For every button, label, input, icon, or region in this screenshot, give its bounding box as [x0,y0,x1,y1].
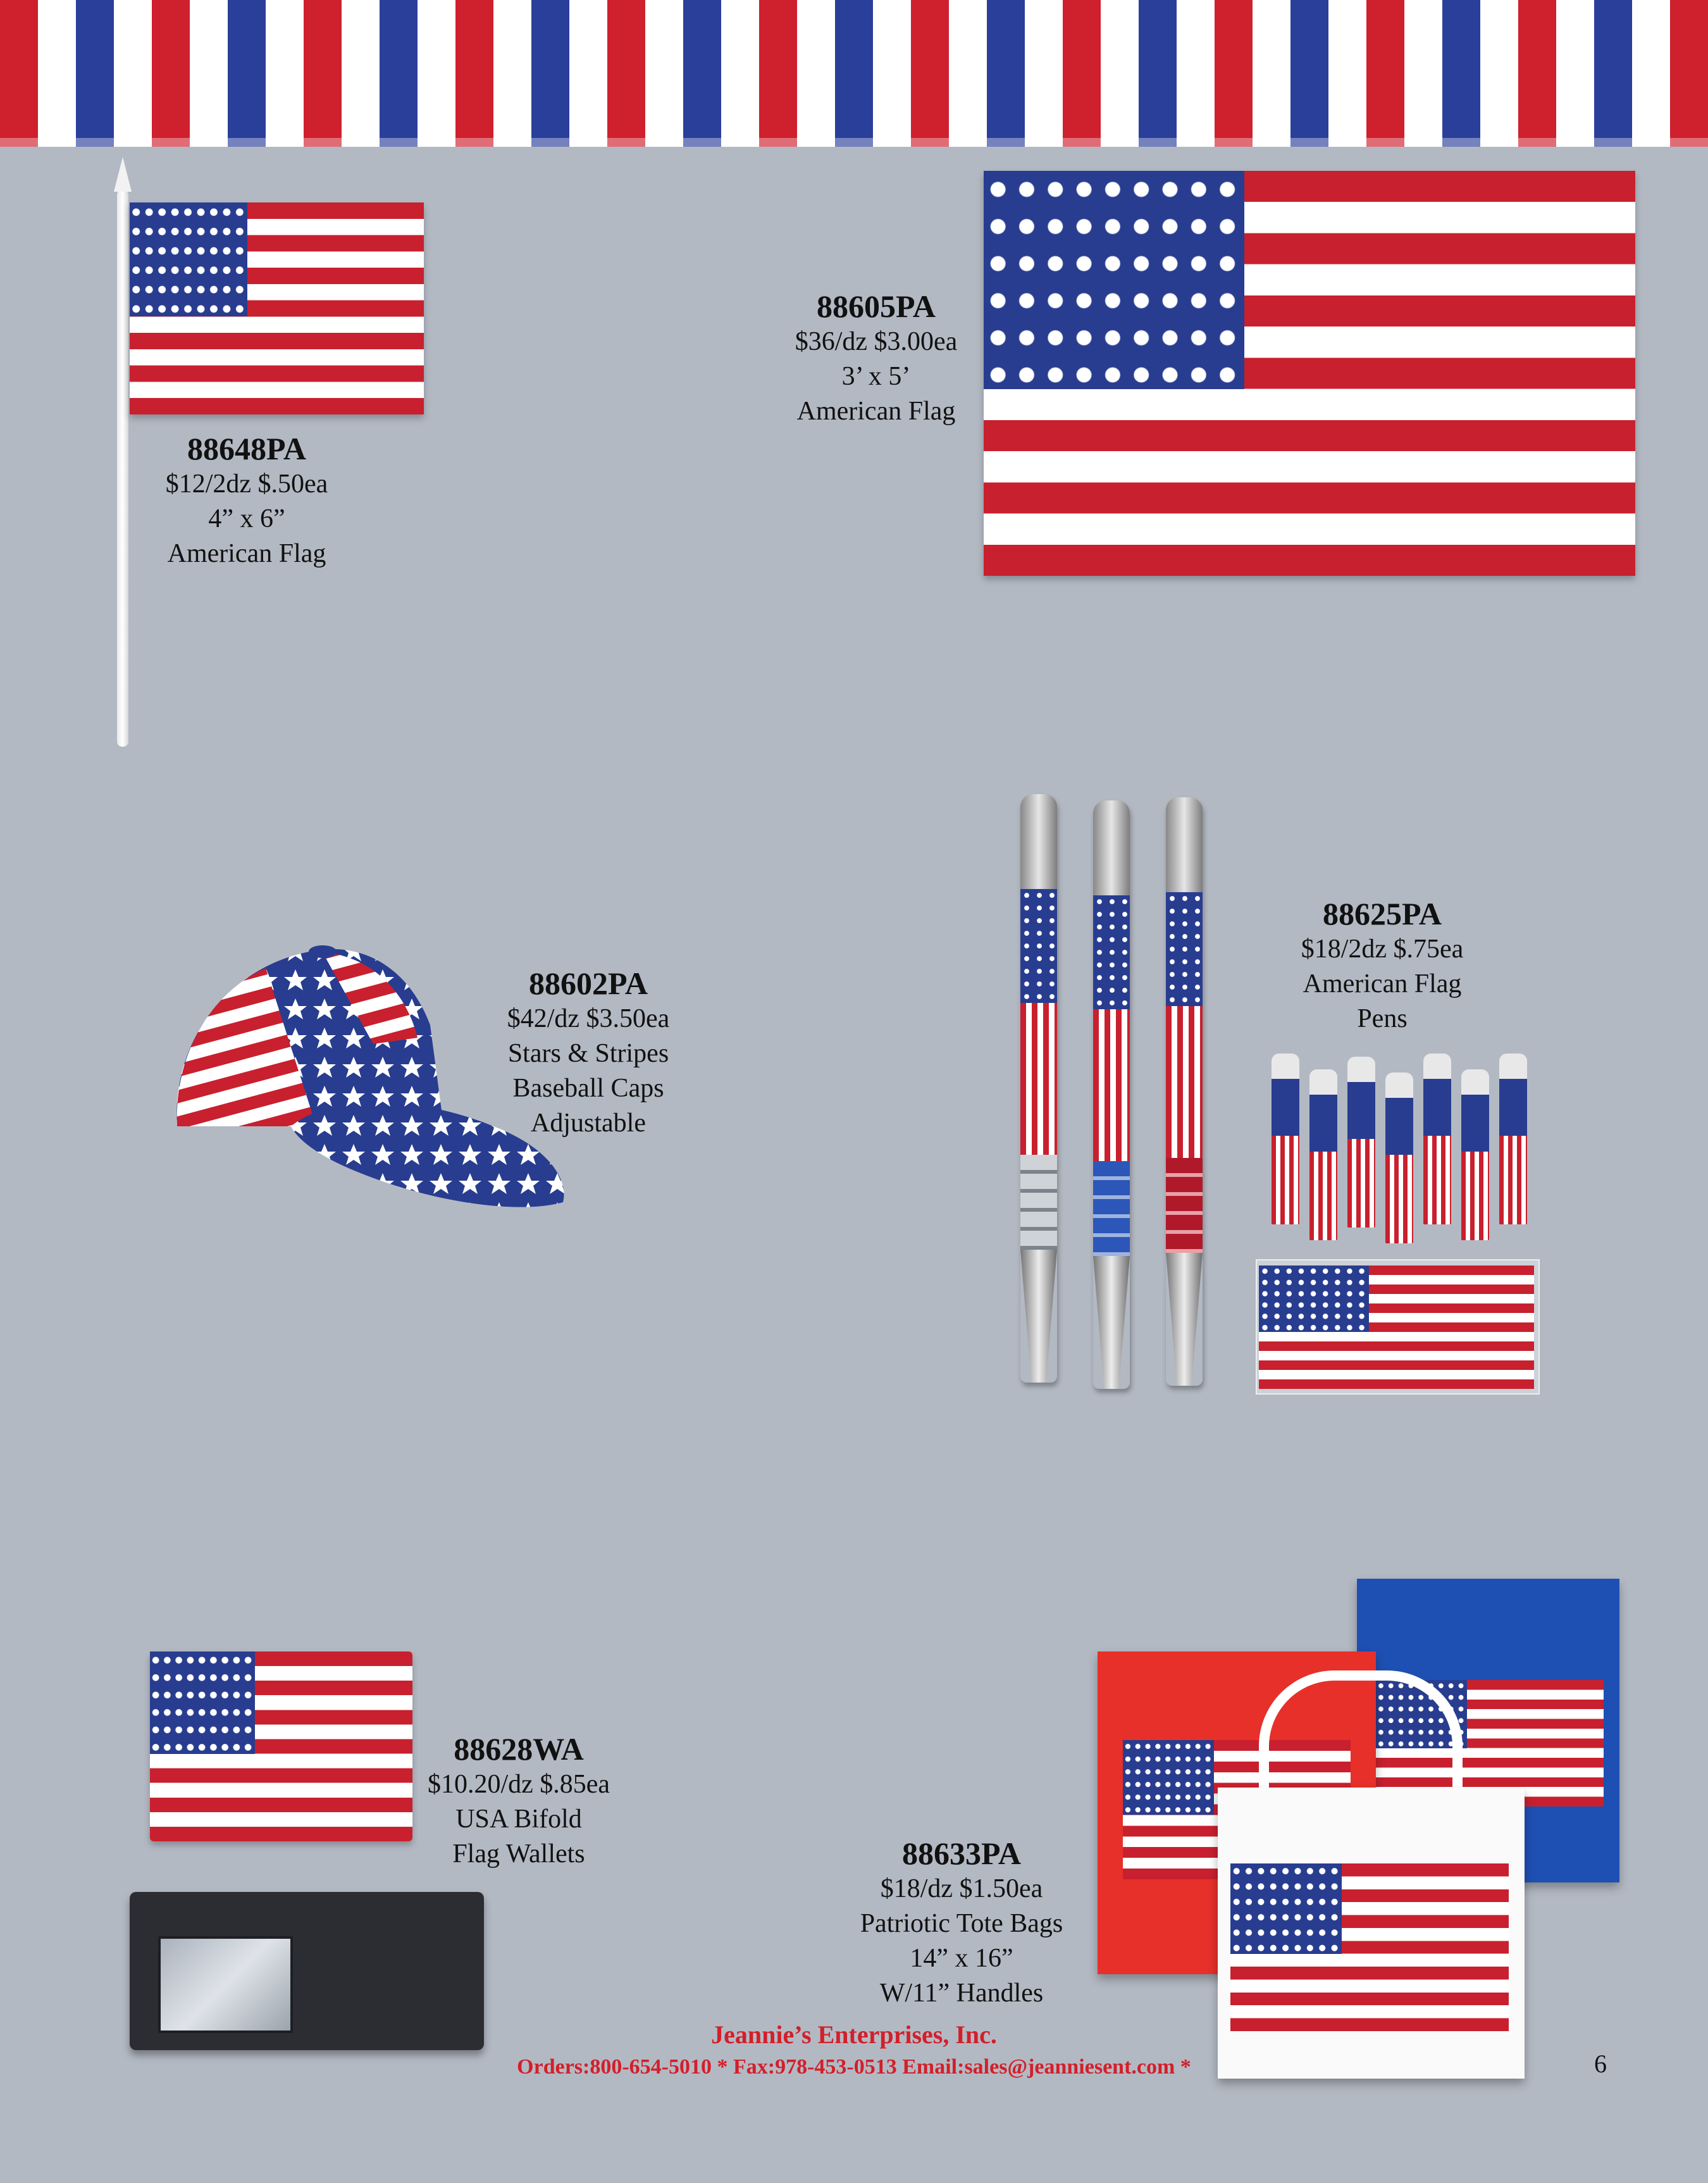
flag-stick-finial [114,157,132,192]
product-description: Stars & Stripes [507,1039,669,1068]
patriotic-stripe-banner [0,0,1708,147]
product-price: $12/2dz $.50ea [165,470,328,499]
product-description-2: Baseball Caps [512,1074,664,1103]
product-description: American Flag [796,397,956,426]
product-price: $42/dz $3.50ea [507,1004,670,1033]
wallet-id-window [158,1936,293,2033]
product-description: American Flag [167,539,326,568]
display-pen [1423,1054,1451,1224]
product-88628WA [405,1731,633,1872]
product-sku: 88628WA [454,1731,584,1767]
product-feature: W/11” Handles [879,1979,1044,2008]
product-price: $18/2dz $.75ea [1301,935,1464,964]
flag-canton [130,202,247,316]
display-pen [1272,1054,1299,1224]
product-description: USA Bifold [455,1805,582,1834]
pen-stand-flag-image [1259,1266,1534,1389]
product-sku: 88602PA [529,966,648,1001]
footer-contact-info: Orders:800-654-5010 * Fax:978-453-0513 Email:sales@jeanniesent.com * [517,2055,1191,2079]
product-size: 3’ x 5’ [841,362,911,391]
display-pen [1499,1054,1527,1224]
product-sku: 88605PA [817,289,936,324]
product-price: $10.20/dz $.85ea [427,1770,610,1799]
flag-canton [1259,1266,1369,1332]
product-88605PA [759,288,993,429]
product-88633PA [835,1835,1088,2011]
product-size: 14” x 16” [910,1944,1013,1973]
footer-company-name: Jeannie’s Enterprises, Inc. [711,2020,997,2049]
display-pen [1309,1069,1337,1240]
flag-canton [150,1651,255,1754]
product-sku: 88633PA [902,1836,1021,1871]
display-pen [1461,1069,1489,1240]
product-description: Patriotic Tote Bags [860,1909,1063,1938]
product-sku: 88625PA [1323,896,1442,931]
large-flag-image [984,171,1635,576]
product-88602PA [468,965,709,1141]
flag-pen-red [1166,797,1203,1386]
product-price: $18/dz $1.50ea [880,1874,1043,1903]
product-88648PA [120,430,373,571]
small-stick-flag-image [130,202,424,414]
flag-pen-blue [1093,800,1130,1389]
page-number: 6 [1594,2049,1607,2078]
product-feature: Adjustable [531,1109,646,1138]
display-pen [1347,1057,1375,1228]
flag-wallet-front-image [150,1651,412,1841]
tote-flag-print [1230,1863,1509,2031]
product-size: 4” x 6” [208,504,285,533]
flag-pen-silver [1020,794,1057,1383]
product-88625PA [1265,895,1499,1036]
product-description-2: Flag Wallets [452,1839,585,1869]
product-sku: 88648PA [187,431,306,466]
product-description: American Flag [1303,969,1462,998]
display-pen [1385,1073,1413,1243]
product-description-2: Pens [1357,1004,1408,1033]
product-price: $36/dz $3.00ea [795,327,958,356]
flag-canton [984,171,1244,389]
